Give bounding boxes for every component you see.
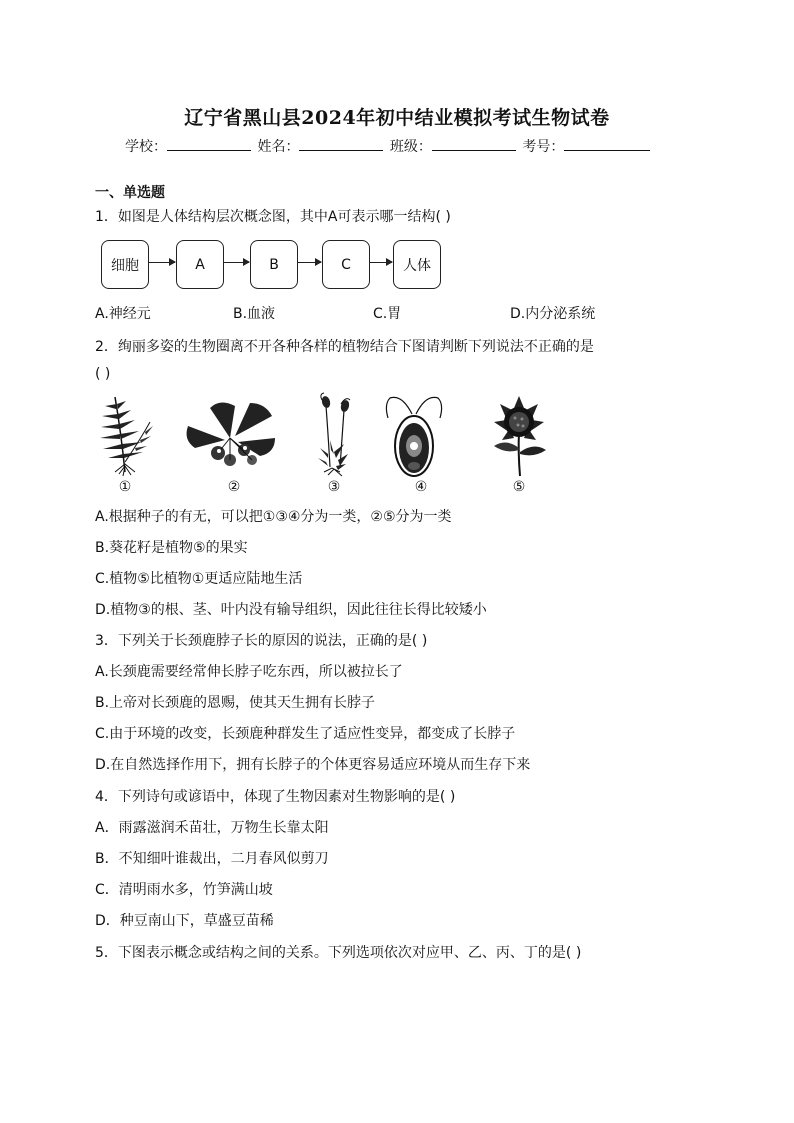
name-blank[interactable]	[299, 136, 383, 151]
plant-label-4: ④	[414, 479, 428, 495]
diagram-arrow	[148, 262, 175, 263]
class-blank[interactable]	[432, 136, 516, 151]
plant-label-1: ①	[118, 479, 132, 495]
q4-stem: 4．下列诗句或谚语中，体现了生物因素对生物影响的是( )	[95, 789, 456, 805]
q1-option-c[interactable]: C.胃	[373, 306, 402, 322]
diagram-box-a: A	[176, 240, 224, 289]
plant-label-5: ⑤	[512, 479, 526, 495]
q2-stem-cont: ( )	[95, 366, 111, 382]
fern-plant-image	[95, 392, 155, 477]
diagram-arrow	[223, 262, 249, 263]
q2-option-b[interactable]: B.葵花籽是植物⑤的果实	[95, 540, 248, 556]
q1-option-a[interactable]: A.神经元	[95, 306, 151, 322]
student-info	[125, 136, 652, 156]
diagram-box-human: 人体	[393, 240, 441, 289]
class-label: 班级：	[389, 139, 432, 155]
q3-option-a[interactable]: A.长颈鹿需要经常伸长脖子吃东西，所以被拉长了	[95, 664, 403, 680]
q2-option-a[interactable]: A.根据种子的有无，可以把①③④分为一类，②⑤分为一类	[95, 509, 452, 525]
diagram-arrow	[369, 262, 392, 263]
q2-option-d[interactable]: D.植物③的根、茎、叶内没有输导组织，因此往往长得比较矮小	[95, 602, 487, 618]
exam-number-blank[interactable]	[564, 136, 650, 151]
q2-stem: 2．绚丽多姿的生物圈离不开各种各样的植物结合下图请判断下列说法不正确的是	[95, 339, 594, 355]
q4-option-b[interactable]: B．不知细叶谁裁出，二月春风似剪刀	[95, 851, 329, 867]
section-heading: 一、单选题	[95, 185, 165, 201]
sunflower-image	[488, 392, 550, 477]
q3-option-b[interactable]: B.上帝对长颈鹿的恩赐，使其天生拥有长脖子	[95, 695, 376, 711]
diagram-box-cell: 细胞	[101, 240, 149, 289]
q2-option-c[interactable]: C.植物⑤比植物①更适应陆地生活	[95, 571, 303, 587]
chlamydomonas-image	[384, 390, 444, 478]
ginkgo-plant-image	[180, 398, 280, 473]
q4-option-d[interactable]: D．种豆南山下，草盛豆苗稀	[95, 913, 274, 929]
q4-option-c[interactable]: C．清明雨水多，竹笋满山坡	[95, 882, 273, 898]
q4-option-a[interactable]: A．雨露滋润禾苗壮，万物生长靠太阳	[95, 820, 329, 836]
q3-option-d[interactable]: D.在自然选择作用下，拥有长脖子的个体更容易适应环境从而生存下来	[95, 757, 531, 773]
diagram-box-b: B	[250, 240, 298, 289]
school-blank[interactable]	[167, 136, 251, 151]
moss-plant-image	[316, 392, 356, 477]
school-label: 学校：	[125, 139, 167, 155]
diagram-arrow	[297, 262, 321, 263]
exam-number-label: 考号：	[522, 139, 565, 155]
q3-stem: 3．下列关于长颈鹿脖子长的原因的说法，正确的是( )	[95, 633, 428, 649]
q3-option-c[interactable]: C.由于环境的改变，长颈鹿种群发生了适应性变异，都变成了长脖子	[95, 726, 516, 742]
name-label: 姓名：	[257, 139, 300, 155]
diagram-box-c: C	[322, 240, 370, 289]
q5-stem: 5．下图表示概念或结构之间的关系。下列选项依次对应甲、乙、丙、丁的是( )	[95, 945, 582, 961]
exam-title: 辽宁省黑山县2024年初中结业模拟考试生物试卷	[184, 107, 610, 129]
plant-label-3: ③	[327, 479, 341, 495]
q1-option-d[interactable]: D.内分泌系统	[510, 306, 596, 322]
q1-stem: 1．如图是人体结构层次概念图，其中A可表示哪一结构( )	[95, 209, 451, 225]
plant-label-2: ②	[227, 479, 241, 495]
q1-option-b[interactable]: B.血液	[233, 306, 276, 322]
